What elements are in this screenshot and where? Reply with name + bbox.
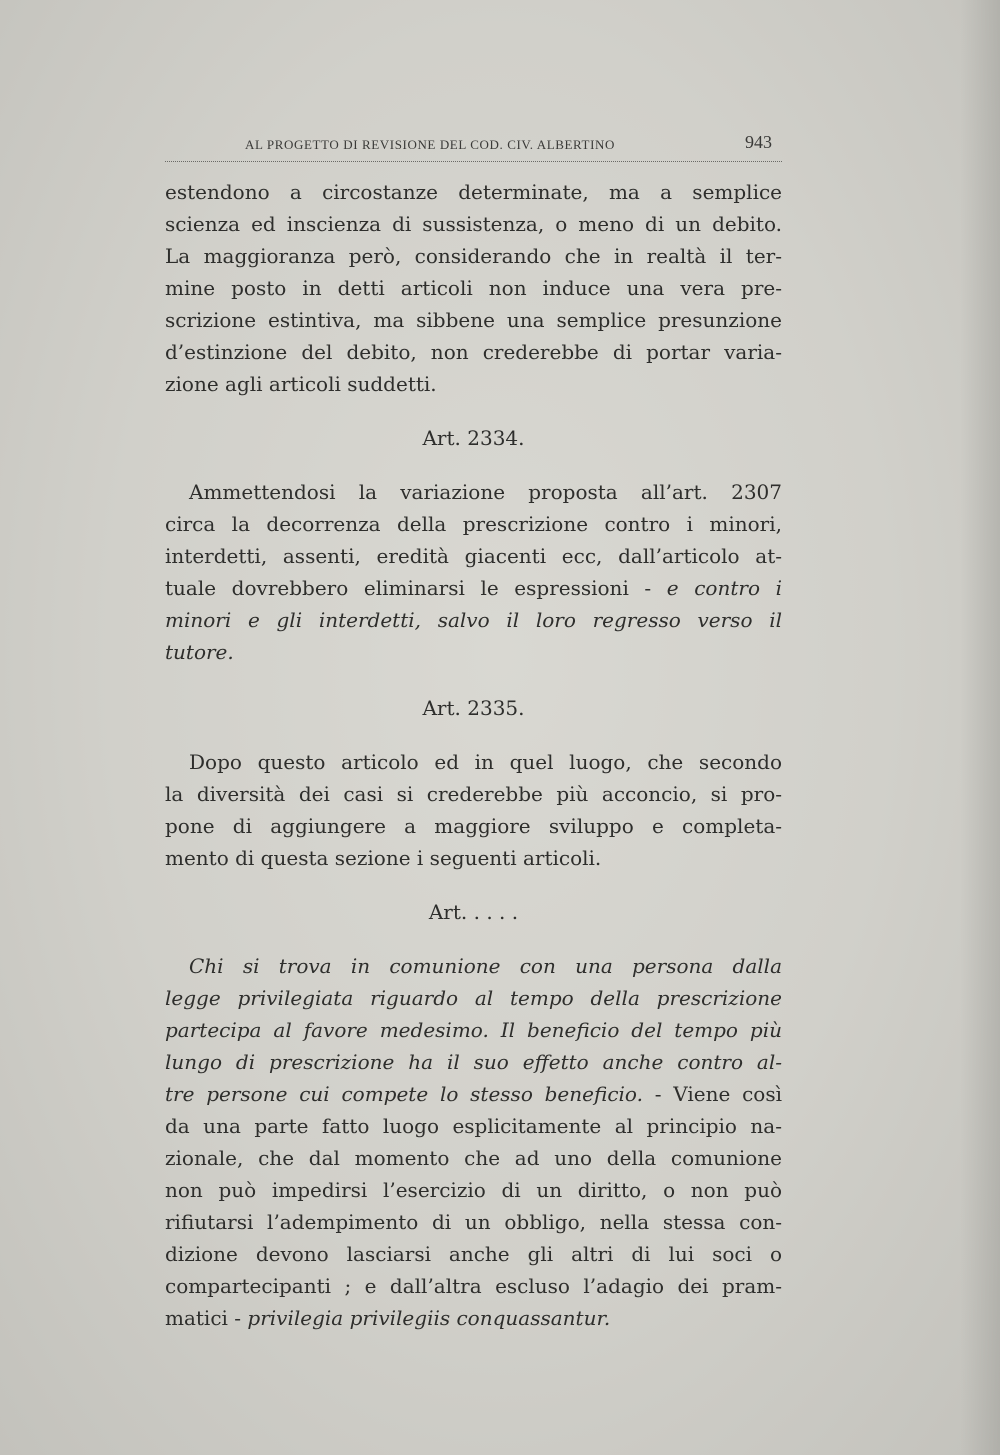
text-line: circa la decorrenza della prescrizione contro i minori,: [165, 512, 782, 536]
text-line: [165, 1078, 782, 1110]
paragraph-new-article: [165, 950, 782, 1334]
text-line: rifiutarsi l’adempimento di un obbligo, nella stessa con-: [165, 1210, 782, 1234]
text-line: zione agli articoli suddetti.: [165, 372, 437, 396]
text-line: [165, 572, 782, 604]
text-line: da una parte fatto luogo esplicitamente al principio na-: [165, 1114, 782, 1138]
text-roman: matici -: [165, 1306, 248, 1330]
text-line: Chi si trova in comunione con una persona dalla: [189, 954, 782, 978]
text-italic: tre persone cui compete lo stesso beneficio.: [165, 1082, 643, 1106]
text-italic: e contro i: [666, 576, 782, 600]
text-line: minori e gli interdetti, salvo il loro regresso verso il: [165, 608, 782, 632]
text-roman: - Viene così: [642, 1082, 782, 1106]
text-line: zionale, che dal momento che ad uno della comunione: [165, 1146, 782, 1170]
text-line: partecipa al favore medesimo. Il beneficio del tempo più: [165, 1018, 782, 1042]
text-line: mento di questa sezione i seguenti articoli.: [165, 846, 602, 870]
text-line: [165, 1302, 782, 1334]
text-line: scrizione estintiva, ma sibbene una semplice presunzione: [165, 308, 782, 332]
paragraph-art-2335: [165, 746, 782, 874]
running-head-title: AL PROGETTO DI REVISIONE DEL COD. CIV. ALBERTINO: [245, 137, 615, 152]
paragraph-art-2334: [165, 476, 782, 668]
text-line: legge privilegiata riguardo al tempo della prescrizione: [165, 986, 782, 1010]
text-line: tutore.: [165, 640, 234, 664]
text-line: compartecipanti ; e dall’altra escluso l’adagio dei pram-: [165, 1274, 782, 1298]
text-line: dizione devono lasciarsi anche gli altri di lui soci o: [165, 1242, 782, 1266]
text-line: pone di aggiungere a maggiore sviluppo e completa-: [165, 814, 782, 838]
text-italic: privilegia privilegiis conquassantur.: [247, 1306, 611, 1330]
article-heading-new: Art. . . . .: [428, 900, 519, 924]
text-line: interdetti, assenti, eredità giacenti ecc, dall’articolo at-: [165, 544, 782, 568]
page-number: 943: [745, 132, 772, 152]
text-line: la diversità dei casi si crederebbe più acconcio, si pro-: [165, 782, 782, 806]
text-line: mine posto in detti articoli non induce una vera pre-: [165, 276, 782, 300]
text-line: Dopo questo articolo ed in quel luogo, che secondo: [189, 750, 782, 774]
text-roman: tuale dovrebbero eliminarsi le espressioni -: [165, 576, 667, 600]
text-line: d’estinzione del debito, non crederebbe di portar varia-: [165, 340, 782, 364]
text-line: non può impedirsi l’esercizio di un diritto, o non può: [165, 1178, 782, 1202]
text-line: La maggioranza però, considerando che in realtà il ter-: [165, 244, 782, 268]
text-line: scienza ed inscienza di sussistenza, o meno di un debito.: [165, 212, 782, 236]
text-line: Ammettendosi la variazione proposta all’art. 2307: [189, 480, 782, 504]
body-text: [165, 176, 782, 1334]
header-dotted-rule: [165, 161, 782, 162]
paragraph-continuation: [165, 176, 782, 400]
text-line: lungo di prescrizione ha il suo effetto anche contro al-: [165, 1050, 782, 1074]
page-edge-shadow: [960, 0, 1000, 1455]
article-heading-2335: Art. 2335.: [422, 696, 525, 720]
text-line: estendono a circostanze determinate, ma a semplice: [165, 180, 782, 204]
article-heading-2334: Art. 2334.: [422, 426, 525, 450]
